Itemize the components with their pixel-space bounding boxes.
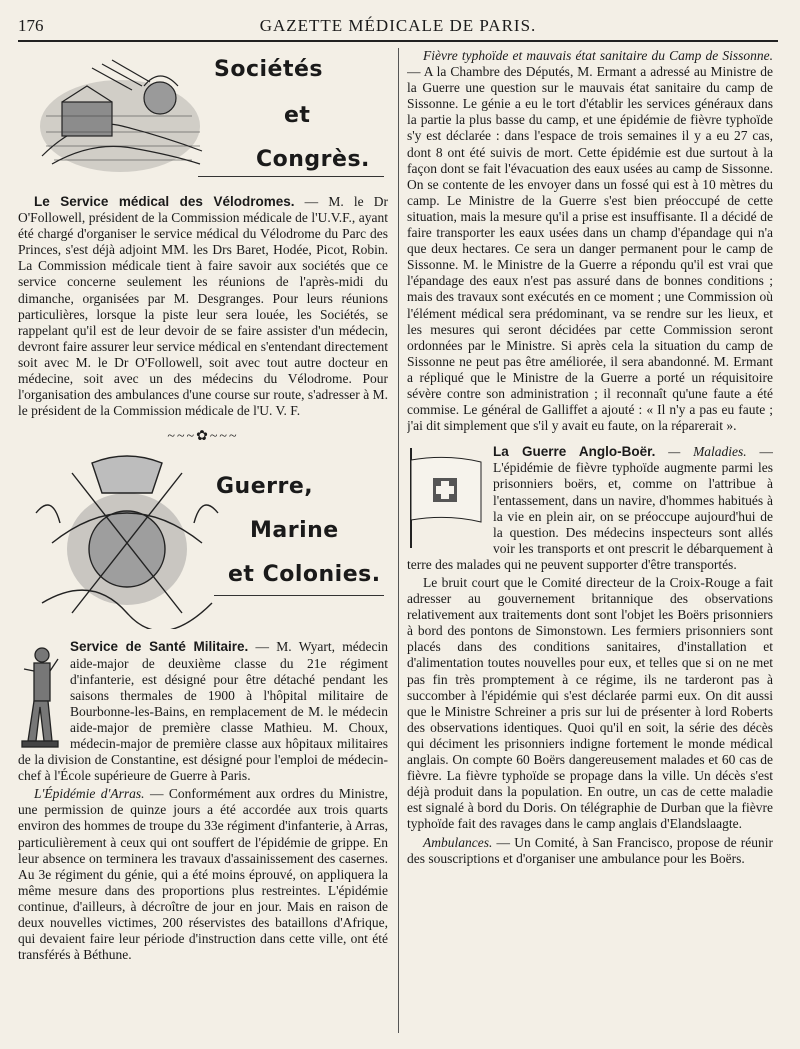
article-anglo-boer: [407, 444, 773, 832]
article-body: — M. Wyart, médecin aide-major de deuxième classe du 21e régiment d'infanterie, est désigné pour être détaché pendant les saisons thermales de 1900 à l'hôpital militaire de Bourbonne-les-Bains, en remplacement de M. le médecin aide-major de première classe Mathieu. M. Choux, médecin-major de première classe aux hôpitaux militaires de la division de Constantine, est désigné pour l'emploi de médecin-chef à l'École supérieure de Guerre à Paris.: [18, 639, 388, 784]
section-title-congres: Congrès.: [256, 147, 370, 172]
section-title-colonies: et Colonies.: [228, 562, 381, 588]
article-body-2: Le bruit court que le Comité directeur de la Croix-Rouge a fait adresser au gouvernement britannique des observations relativement aux traitements dont sont l'objet les Boërs prisonniers à bord des pontons de Simonstown. Les fermiers prisonniers sont placés dans des conditions sanitaires, d'installation et d'alimentation toutes nouvelles pour eux, et telles que si on ne met pas fin très promptement à ce régime, ils ne tarderont pas à succomber à l'épidémie qui s'est déclarée parmi eux. On dit aussi que le Ministre Schreiner a pris sur lui de présenter à lord Roberts des observations identiques. Quoi qu'il en soit, la série des décès qui déciment les prisonniers indigne fortement le monde médical anglais. On compte 60 Boërs dangereusement malades et 60 cas de fièvre. La fièvre typhoïde se propage dans la ville. Un décès s'est déjà produit dans la population. En outre, un cas de cette maladie est signalé à bord du Doris. On télégraphie de Durban que la fièvre typhoïde fait des ravages dans le camp anglais d'Elandslaagte.: [407, 575, 773, 832]
article-title: La Guerre Anglo-Boër.: [493, 444, 656, 460]
right-column: [407, 48, 773, 1035]
article-title: Ambulances.: [423, 834, 493, 850]
article-sissonne: [407, 48, 773, 434]
journal-title: GAZETTE MÉDICALE DE PARIS.: [259, 16, 537, 35]
left-column: [18, 48, 388, 1035]
article-title: Le Service médical des Vélodromes.: [34, 194, 295, 209]
military-trophy-icon: [32, 453, 222, 629]
article-arras: [18, 786, 388, 963]
section-title-et: et: [284, 103, 311, 128]
article-title: L'Épidémie d'Arras.: [34, 786, 145, 802]
societes-engraving-icon: [32, 56, 208, 178]
ornament-divider: ~~~✿~~~: [167, 429, 239, 445]
section-title-guerre: Guerre,: [216, 474, 314, 500]
article-body: — M. le Dr O'Followell, président de la Commission médicale de l'U.V.F., ayant été chargé d'organiser le service médical du Vélodrome du Parc des Princes, s'est déjà adjoint MM. les Drs Baret, Hodée, Picot, Robin. La Commission médicale tient à faire savoir aux sociétés que ce service concerne seulement les réunions de l'après-midi du dimanche, organisées par M. Desgranges. Pour leurs réunions particulières, lorsque la piste leur sera louée, les Sociétés, se rappelant qu'il est de leur devoir de se faire assister d'un médecin, devront faire assurer leur service médical en s'entendant directement soit avec M. le Dr O'Followell, soit avec tout autre docteur en médecine, soit avec un des médecins du Vélodrome. Pour l'organisation des ambulances d'une course sur route, s'adresser à M. le président de la Commission médicale de l'U. V. F.: [18, 194, 388, 419]
article-sante-militaire: [18, 639, 388, 784]
article-body: — A la Chambre des Députés, M. Ermant a adressé au Ministre de la Guerre une question sur le mauvais état sanitaire du camp de Sissonne. Le génie a eu le tort d'établir les services généraux dans la partie la plus basse du camp, et une épidémie de fièvre typhoïde s'y est déclarée : dans l'espace de trois semaines il y a eu 27 cas, dont 8 ont été suivis de mort. Cette épidémie est due surtout à la façon dont se fait l'évacuation des eaux usées au camp de Sissonne. On se contente de les envoyer dans un fossé qui est à 10 mètres du camp. Le Ministre de la Guerre s'est bien préoccupé de cette situation, mais la mesure qu'il a prise est insuffisante. Il a décidé de faire transporter les eaux usées dans un champ d'épandage qui n'a que deux hectares. Ce sera un danger permanent pour le camp de Sissonne. M. le Ministre de la Guerre a répondu qu'il est vrai que l'épandage des eaux n'est pas assuré dans de bonnes conditions ; mais des travaux sont exécutés en ce moment ; une Commission où l'élément médical sera prédominant, va se rendre sur les lieux, et les mesures qui seront décidées par cette Commission seront ordonnées par le Ministre. Si après cela la situation du camp de Sissonne ne peut pas être améliorée, il sera abandonné. M. Ermant a répliqué que le Ministre de la Guerre a porté un réquisitoire sévère contre son administration ; il reconnaît qu'une faute a été commise. Le général de Galliffet a ajouté : « Il n'y a pas eu faute ; j'ai dit simplement que s'il y avait eu faute, on la réparerait ».: [407, 64, 773, 434]
page-number: 176: [18, 16, 44, 35]
section-title-marine: Marine: [250, 518, 339, 544]
guerre-header: [18, 453, 388, 633]
societes-header: [18, 48, 388, 186]
article-ambulances: [407, 835, 773, 867]
section-rule: [214, 595, 384, 596]
article-body: — L'épidémie de fièvre typhoïde augmente parmi les prisonniers boërs, et, comme on l'attribue à l'entassement, dans un navire, d'hommes habitués à la vie en plein air, on se préoccupe aujourd'hui de la question. Des médecins inspecteurs sont allés voir les transports et ont prescrit le débarquement à terre des malades qui ne peuvent supporter d'être transportés.: [407, 444, 773, 572]
article-body: — Un Comité, à San Francisco, propose de réunir des souscriptions et d'organiser une ambulance pour les Boërs.: [407, 834, 773, 866]
page-header: [18, 12, 778, 42]
soldier-figure-icon: [18, 641, 62, 749]
column-divider: [398, 48, 399, 1033]
section-title-societes: Sociétés: [214, 57, 323, 82]
section-rule: [198, 176, 384, 177]
article-title: Service de Santé Militaire.: [70, 639, 249, 655]
article-subtitle: — Maladies.: [655, 444, 747, 460]
article-title: Fièvre typhoïde et mauvais état sanitaire du Camp de Sissonne.: [423, 48, 773, 63]
red-cross-flag-icon: [407, 448, 483, 548]
article-body: — Conformément aux ordres du Ministre, une permission de quinze jours a été accordée aux trois quarts environ des hommes de troupe du 33e régiment d'infanterie, à Arras, particulièrement à ceux qui ont souffert de l'épidémie de grippe. En leur absence on terminera les travaux d'assainissement des casernes. Au 3e régiment du génie, qui a été moins éprouvé, on appliquera la même mesure dans des proportions plus restreintes. L'épidémie continue, d'ailleurs, à décroître de jour en jour. Mais en raison de deux nouvelles victimes, 200 réservistes des bataillons d'Afrique, qui devaient faire leur période d'instruction dans cette ville, ont été transférés à Béthune.: [18, 786, 388, 963]
article-velodromes: [18, 194, 388, 419]
